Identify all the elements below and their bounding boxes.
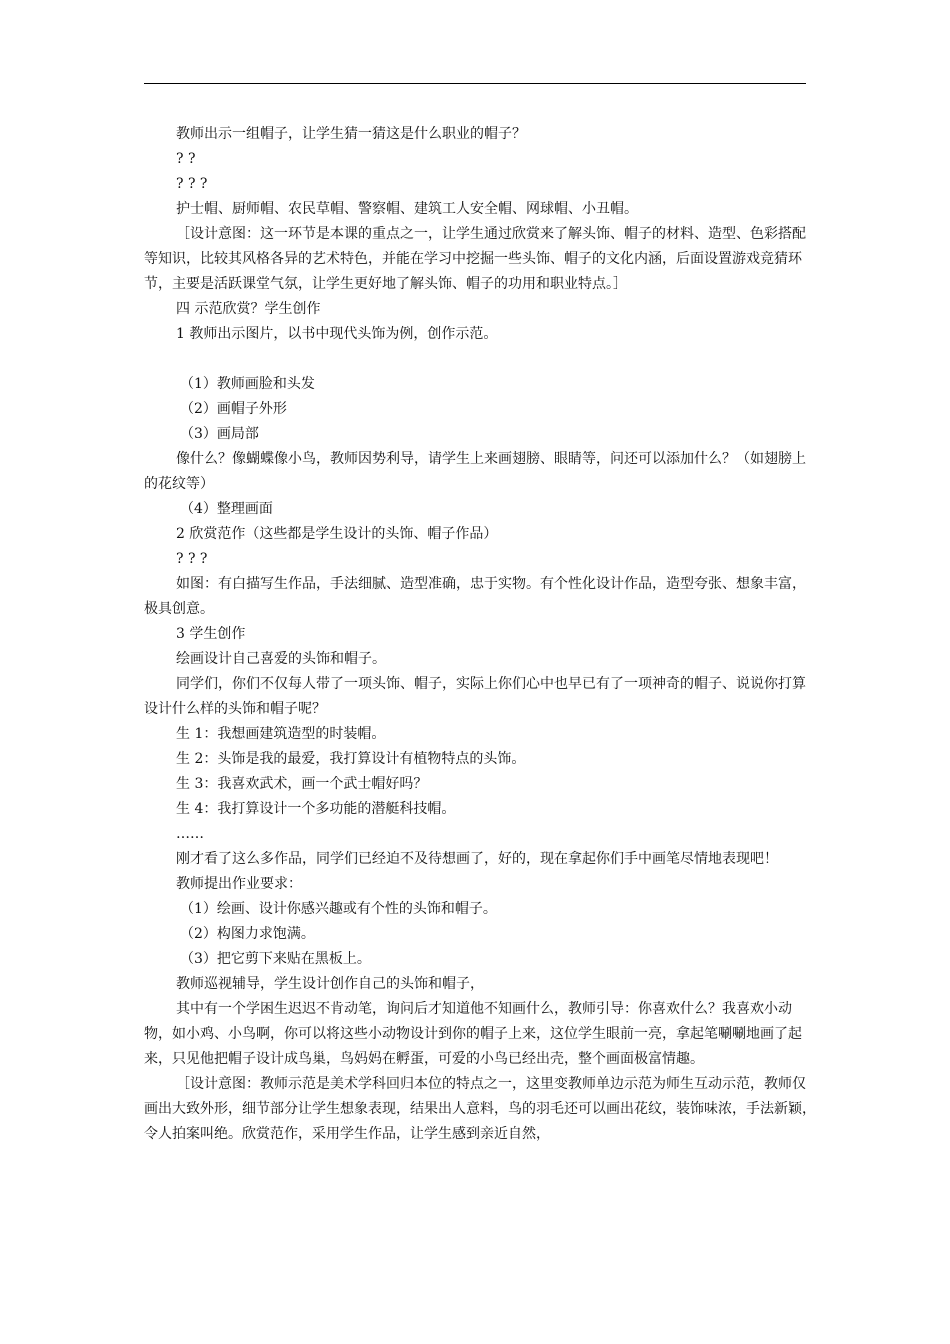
paragraph: 生 4：我打算设计一个多功能的潜艇科技帽。 bbox=[176, 801, 456, 817]
paragraph: ? ? ? bbox=[176, 176, 208, 192]
paragraph: ? ? bbox=[176, 151, 196, 167]
paragraph: （3）画局部 bbox=[180, 426, 259, 442]
paragraph: （2）画帽子外形 bbox=[180, 401, 287, 417]
paragraph: 生 2：头饰是我的最爱，我打算设计有植物特点的头饰。 bbox=[176, 751, 526, 767]
paragraph: 其中有一个学困生迟迟不肯动笔，询问后才知道他不知画什么，教师引导：你喜欢什么？我喜欢小动物，如小鸡、小鸟啊，你可以将这些小动物设计到你的帽子上来，这位学生眼前一亮，拿起笔唰唰地画了起来，只见他把帽子设计成鸟巢，鸟妈妈在孵蛋，可爱的小鸟已经出壳，整个画面极富情趣。 bbox=[144, 1001, 802, 1067]
paragraph: 生 3：我喜欢武术，画一个武士帽好吗？ bbox=[176, 776, 428, 792]
blank-line bbox=[144, 347, 818, 372]
paragraph: 生 1：我想画建筑造型的时装帽。 bbox=[176, 726, 386, 742]
paragraph: ［设计意图：这一环节是本课的重点之一，让学生通过欣赏来了解头饰、帽子的材料、造型、色彩搭配等知识，比较其风格各异的艺术特色，并能在学习中挖掘一些头饰、帽子的文化内涵，后面设置游戏竞猜环节，主要是活跃课堂气氛，让学生更好地了解头饰、帽子的功用和职业特点。］ bbox=[144, 226, 806, 292]
paragraph: （3）把它剪下来贴在黑板上。 bbox=[180, 951, 371, 967]
paragraph: ［设计意图：教师示范是美术学科回归本位的特点之一，这里变教师单边示范为师生互动示范，教师仅画出大致外形，细节部分让学生想象表现，结果出人意料，鸟的羽毛还可以画出花纹，装饰味浓，手法新颖，令人拍案叫绝。欣赏范作，采用学生作品，让学生感到亲近自然， bbox=[144, 1076, 816, 1142]
document-body bbox=[144, 122, 818, 1147]
header-rule bbox=[144, 83, 806, 84]
paragraph: …… bbox=[176, 826, 204, 842]
paragraph: 同学们，你们不仅每人带了一项头饰、帽子，实际上你们心中也早已有了一项神奇的帽子、说说你打算设计什么样的头饰和帽子呢？ bbox=[144, 676, 806, 717]
paragraph: 刚才看了这么多作品，同学们已经迫不及待想画了，好的，现在拿起你们手中画笔尽情地表现吧！ bbox=[176, 851, 778, 867]
paragraph: ? ? ? bbox=[176, 551, 208, 567]
paragraph: 教师出示一组帽子，让学生猜一猜这是什么职业的帽子？ bbox=[176, 126, 526, 142]
paragraph: 四 示范欣赏？学生创作 bbox=[176, 301, 321, 317]
paragraph: （4）整理画面 bbox=[180, 501, 273, 517]
paragraph: （1）绘画、设计你感兴趣或有个性的头饰和帽子。 bbox=[180, 901, 497, 917]
paragraph: 3 学生创作 bbox=[176, 626, 246, 642]
paragraph: 护士帽、厨师帽、农民草帽、警察帽、建筑工人安全帽、网球帽、小丑帽。 bbox=[176, 201, 638, 217]
paragraph: （2）构图力求饱满。 bbox=[180, 926, 315, 942]
paragraph: 1 教师出示图片，以书中现代头饰为例，创作示范。 bbox=[176, 326, 498, 342]
paragraph: 教师巡视辅导，学生设计创作自己的头饰和帽子， bbox=[176, 976, 484, 992]
paragraph: 像什么？像蝴蝶像小鸟，教师因势利导，请学生上来画翅膀、眼睛等，问还可以添加什么？（如翅膀上的花纹等） bbox=[144, 451, 806, 492]
paragraph: 2 欣赏范作（这些都是学生设计的头饰、帽子作品） bbox=[176, 526, 498, 542]
paragraph: （1）教师画脸和头发 bbox=[180, 376, 315, 392]
paragraph: 绘画设计自己喜爱的头饰和帽子。 bbox=[176, 651, 386, 667]
paragraph: 教师提出作业要求： bbox=[176, 876, 302, 892]
paragraph: 如图：有白描写生作品，手法细腻、造型准确，忠于实物。有个性化设计作品，造型夸张、想象丰富，极具创意。 bbox=[144, 576, 806, 617]
